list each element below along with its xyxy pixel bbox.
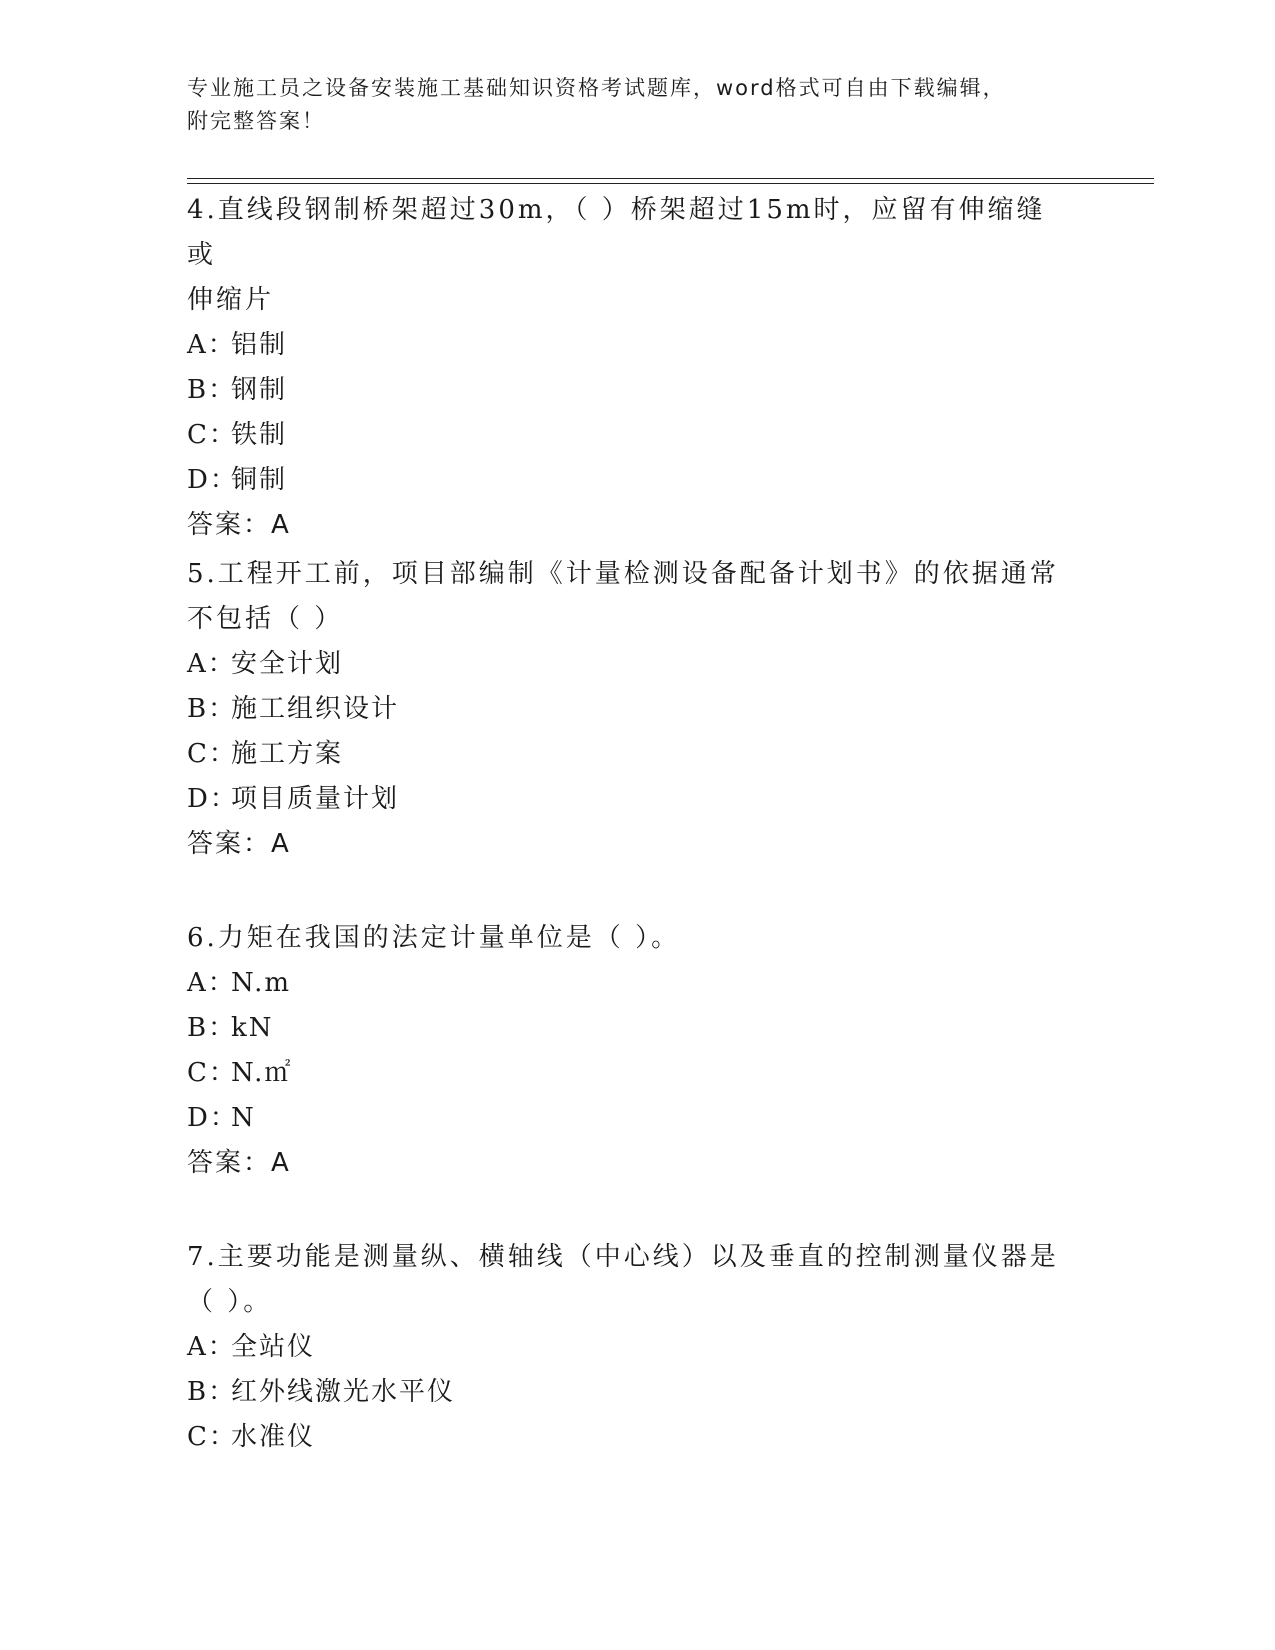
question-stem-line-1: 5.工程开工前，项目部编制《计量检测设备配备计划书》的依据通常 [187,559,1059,589]
option-b [187,1370,1067,1415]
option-letter: C： [187,420,237,450]
option-letter: C： [187,1422,237,1452]
option-letter: A： [187,1332,236,1362]
header-line-1: 专业施工员之设备安装施工基础知识资格考试题库，word格式可自由下载编辑， [187,76,1006,100]
option-text: 铜制 [231,465,288,495]
document-header [187,72,1087,138]
option-letter: B： [187,1377,237,1407]
question-5 [187,552,1067,867]
option-text: 全站仪 [231,1332,316,1362]
question-stem-line-1: 4.直线段钢制桥架超过30m，（ ）桥架超过15m时，应留有伸缩缝或 [187,195,1046,270]
question-7 [187,1235,1067,1460]
option-d [187,1096,1067,1141]
option-b [187,368,1067,413]
option-a [187,642,1067,687]
question-stem-line-2: 不包括（ ） [187,604,344,634]
option-text: 施工方案 [231,739,344,769]
answer: 答案：A [187,510,291,540]
option-c [187,1415,1067,1460]
question-stem-line-1: 7.主要功能是测量纵、横轴线（中心线）以及垂直的控制测量仪器是 [187,1242,1059,1272]
header-divider-top [187,178,1154,179]
option-b [187,687,1067,732]
question-6 [187,916,1067,1186]
answer: 答案：A [187,829,291,859]
option-letter: B： [187,694,237,724]
option-letter: B： [187,1013,237,1043]
option-text: 施工组织设计 [231,694,400,724]
option-d [187,777,1067,822]
option-c [187,732,1067,777]
option-text: 钢制 [231,375,288,405]
option-letter: A： [187,649,236,679]
option-a [187,1325,1067,1370]
option-text: 铁制 [231,420,288,450]
option-a [187,323,1067,368]
option-letter: A： [187,330,236,360]
option-text: 安全计划 [231,649,344,679]
question-4 [187,188,1067,548]
option-letter: D： [187,465,238,495]
header-divider-bottom [187,183,1154,184]
option-text: kN [231,1013,274,1043]
option-c [187,1051,1067,1096]
option-letter: C： [187,739,237,769]
option-text: 项目质量计划 [231,784,400,814]
option-letter: D： [187,784,238,814]
option-d [187,458,1067,503]
question-stem-line-2: （ ）。 [187,1287,273,1317]
option-letter: C： [187,1058,237,1088]
option-a [187,961,1067,1006]
option-c [187,413,1067,458]
option-text: 铝制 [231,330,288,360]
option-b [187,1006,1067,1051]
question-stem-line-2: 伸缩片 [187,285,275,315]
question-stem-line-1: 6.力矩在我国的法定计量单位是（ ）。 [187,923,681,953]
option-letter: A： [187,968,236,998]
option-text: 红外线激光水平仪 [231,1377,456,1407]
option-letter: B： [187,375,237,405]
answer: 答案：A [187,1148,291,1178]
option-text: N.m [231,968,292,998]
option-text: 水准仪 [231,1422,316,1452]
header-line-2: 附完整答案！ [187,109,325,133]
option-letter: D： [187,1103,238,1133]
option-text: N.㎡ [231,1058,293,1088]
option-text: N [231,1103,256,1133]
